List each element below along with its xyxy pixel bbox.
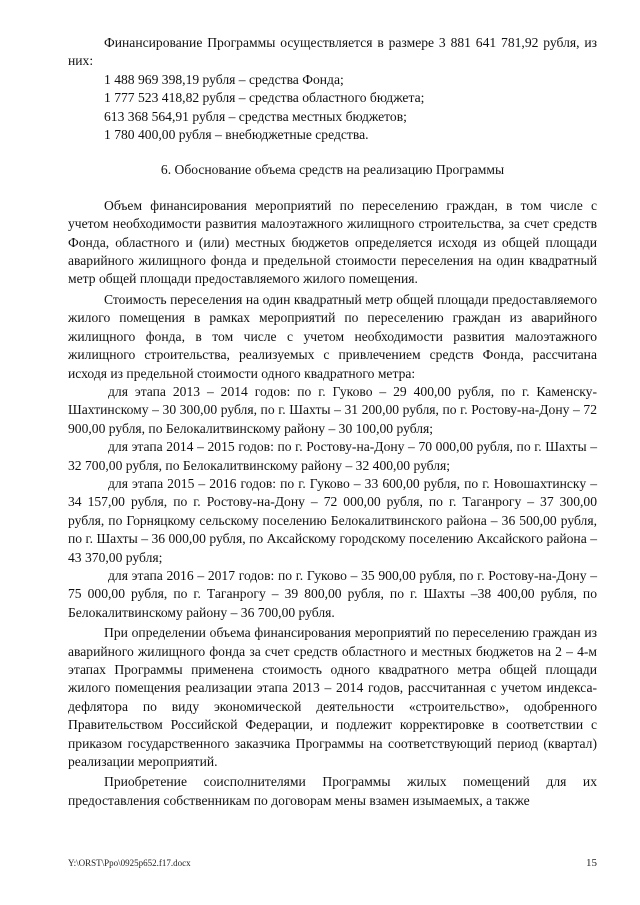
financing-paragraph: Финансирование Программы осуществляется в размере 3 881 641 781,92 рубля, из них: [68,35,597,69]
page-number: 15 [586,857,597,869]
list-item: 1 488 969 398,19 рубля – средства Фонда; [104,71,344,87]
stage-item: для этапа 2015 – 2016 годов: по г. Гуково – 33 600,00 рубля, по г. Новошахтинску – 34 157,00 рубля, по г. Ростову-на-Дону – 72 000,00 рубля, по г. Таганрогу – 37 300,00 рубля, по Горняцкому сельскому поселению Белокалитвинского района – 36 500,00 рубля, по г. Шахты – 36 000,00 рубля, по Аксайскому городскому поселению Аксайского района – 43 370,00 рубля; [68,475,597,565]
list-item: 1 777 523 418,82 рубля – средства областного бюджета; [104,90,425,106]
document-page [68,34,597,810]
stage-item: для этапа 2014 – 2015 годов: по г. Ростову-на-Дону – 70 000,00 рубля, по г. Шахты – 32 700,00 рубля, по Белокалитвинскому району – 32 400,00 рубля; [68,439,597,473]
footer-file-path: Y:\ORST\Ppo\0925p652.f17.docx [68,858,191,868]
cost-paragraph: Стоимость переселения на один квадратный метр общей площади предоставляемого жилого помещения в рамках мероприятий по переселению граждан из аварийного жилищного фонда, в том числе с учетом необходимости развития малоэтажного жилищного строительства, реализуемых с привлечением средств Фонда, рассчитана исходя из предельной стоимости одного квадратного метра: [68,291,597,381]
stage-item: для этапа 2013 – 2014 годов: по г. Гуково – 29 400,00 рубля, по г. Каменску-Шахтинскому – 30 300,00 рубля, по г. Шахты – 31 200,00 рубля, по г. Ростову-на-Дону – 72 900,00 рубля, по Белокалитвинскому району – 30 100,00 рубля; [68,383,597,436]
section-heading: 6. Обоснование объема средств на реализацию Программы [160,162,505,178]
determination-paragraph: При определении объема финансирования мероприятий по переселению граждан из аварийного жилищного фонда за счет средств областного и местных бюджетов на 2 – 4-м этапах Программы применена стоимость одного квадратного метра общей площади жилого помещения реализации этапа 2013 – 2014 годов, рассчитанная с учетом индекса-дефлятора по виду экономической деятельности «строительство», одобренного Правительством Российской Федерации, и подлежит корректировке в соответствии с приказом государственного заказчика Программы на соответствующий период (квартал) реализации мероприятий. [68,625,597,770]
list-item: 613 368 564,91 рубля – средства местных бюджетов; [104,108,407,124]
acquisition-paragraph: Приобретение соисполнителями Программы жилых помещений для их предоставления собственникам по договорам мены взамен изымаемых, а также [68,774,597,808]
stage-item: для этапа 2016 – 2017 годов: по г. Гуково – 35 900,00 рубля, по г. Ростову-на-Дону – 75 000,00 рубля, по г. Таганрогу – 39 800,00 рубля, по г. Шахты –38 400,00 рубля, по Белокалитвинскому району – 36 700,00 рубля. [68,567,597,620]
volume-paragraph: Объем финансирования мероприятий по переселению граждан, в том числе с учетом необходимости развития малоэтажного жилищного строительства, за счет средств Фонда, областного и (или) местных бюджетов определяется исходя из общей площади аварийного жилищного фонда и предельной стоимости переселения на один квадратный метр общей площади предоставляемого жилого помещения. [68,197,597,287]
list-item: 1 780 400,00 рубля – внебюджетные средства. [104,127,369,143]
